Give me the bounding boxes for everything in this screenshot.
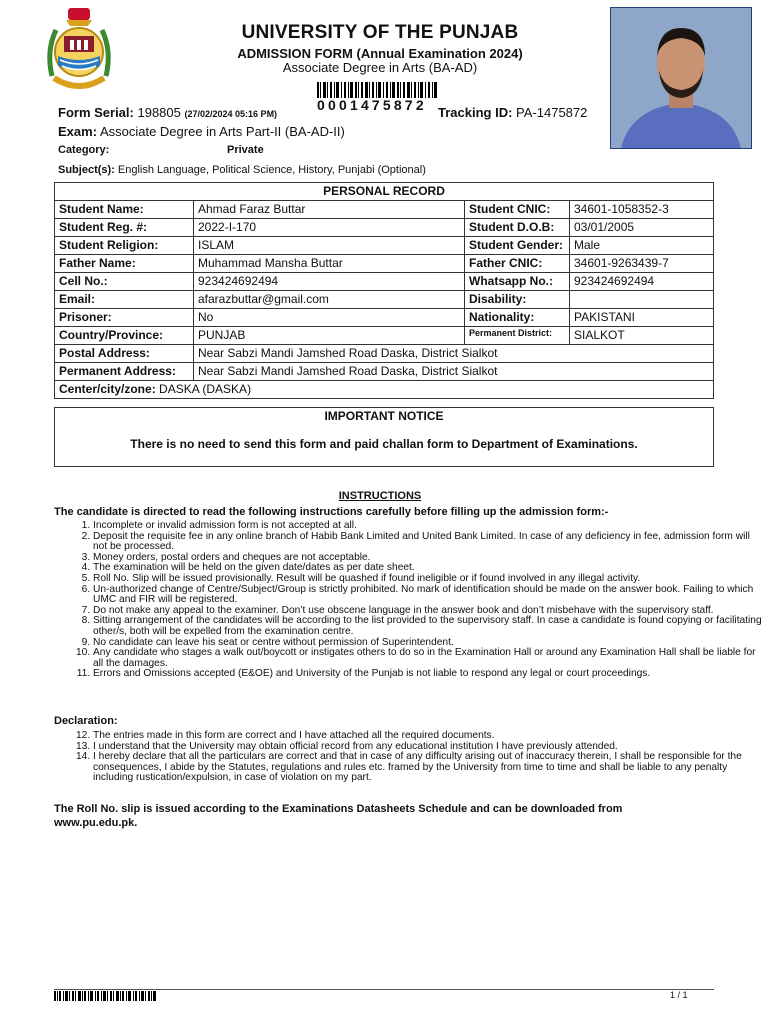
student-dob-label: Student D.O.B: <box>465 219 570 237</box>
list-item: 2. Deposit the requisite fee in any online branch of Habib Bank Limited and United Bank Limited. In case of any deficiency in fee, admission form will not be processed. <box>93 532 765 553</box>
permanent-district-label: Permanent District: <box>465 327 570 345</box>
tracking-id <box>438 105 587 120</box>
list-item: 9. No candidate can leave his seat or centre without permission of Superintendent. <box>93 638 765 649</box>
center-zone <box>55 381 714 399</box>
list-item: 6. Un-authorized change of Centre/Subject/Group is strictly prohibited. No mark of identification should be made on the answer book. Failing to which UMC and FIR will be registered. <box>93 585 765 606</box>
form-serial-date: (27/02/2024 05:16 PM) <box>184 109 278 119</box>
student-dob-value: 03/01/2005 <box>570 219 714 237</box>
exam-label: Exam: <box>58 124 98 139</box>
cell-no-value: 923424692494 <box>194 273 465 291</box>
father-cnic-label: Father CNIC: <box>465 255 570 273</box>
nationality-label: Nationality: <box>465 309 570 327</box>
notice-text: There is no need to send this form and paid challan form to Department of Examinations. <box>130 437 638 451</box>
list-item: 8. Sitting arrangement of the candidates will be according to the list provided to the supervisory staff. In case a candidate is found copying or facilitating other/s, both will be expelled from the examination centre. <box>93 616 765 637</box>
student-reg-value: 2022-I-170 <box>194 219 465 237</box>
subjects-value: English Language, Political Science, History, Punjabi (Optional) <box>117 164 426 176</box>
list-item: 12. The entries made in this form are correct and I have attached all the required documents. <box>93 731 765 742</box>
list-item: 11. Errors and Omissions accepted (E&OE) and University of the Punjab is not liable to respond any legal or court proceedings. <box>93 669 765 680</box>
exam-line <box>58 124 345 139</box>
form-serial-value: 198805 <box>137 105 181 120</box>
instructions-list <box>55 521 765 680</box>
important-notice <box>54 407 714 467</box>
email-label: Email: <box>55 291 194 309</box>
nationality-value: PAKISTANI <box>570 309 714 327</box>
permanent-address-label: Permanent Address: <box>55 363 194 381</box>
student-cnic-label: Student CNIC: <box>465 201 570 219</box>
list-item: 4. The examination will be held on the given date/dates as per date sheet. <box>93 563 765 574</box>
prisoner-value: No <box>194 309 465 327</box>
form-serial <box>58 105 277 120</box>
list-item: 7. Do not make any appeal to the examiner. Don’t use obscene language in the answer book and don’t misbehave with the supervisory staff. <box>93 606 765 617</box>
student-gender-label: Student Gender: <box>465 237 570 255</box>
table-row <box>55 345 714 363</box>
list-item: 14. I hereby declare that all the particulars are correct and that in case of any difficulty arising out of inaccuracy therein, I shall be responsible for the consequences, I abide by the Statutes, regulations and rules etc. framed by the University from time to time and shall be liable to any penalty including rustication/expulsion, in case of violation on my part. <box>93 752 765 784</box>
father-name-value: Muhammad Mansha Buttar <box>194 255 465 273</box>
prisoner-label: Prisoner: <box>55 309 194 327</box>
personal-record-table <box>54 182 714 399</box>
barcode-icon <box>317 82 437 98</box>
list-item: 3. Money orders, postal orders and cheques are not acceptable. <box>93 553 765 564</box>
form-serial-label: Form Serial: <box>58 105 134 120</box>
disability-label: Disability: <box>465 291 570 309</box>
table-row <box>55 381 714 399</box>
barcode-number: 0001475872 <box>317 97 427 113</box>
permanent-district-value: SIALKOT <box>570 327 714 345</box>
declaration-title: Declaration: <box>54 715 118 727</box>
student-photo <box>610 7 752 149</box>
student-gender-value: Male <box>570 237 714 255</box>
rollno-note: The Roll No. slip is issued according to the Examinations Datasheets Schedule and can be downloaded from www.pu.edu.pk. <box>54 803 623 829</box>
category-value: Private <box>227 144 264 156</box>
footer-divider <box>54 989 714 990</box>
university-logo-icon <box>42 6 116 96</box>
notice-title: IMPORTANT NOTICE <box>324 409 444 423</box>
father-cnic-value: 34601-9263439-7 <box>570 255 714 273</box>
student-reg-label: Student Reg. #: <box>55 219 194 237</box>
footer-barcode-icon <box>54 991 156 1001</box>
student-name-value: Ahmad Faraz Buttar <box>194 201 465 219</box>
postal-address-label: Postal Address: <box>55 345 194 363</box>
cell-no-label: Cell No.: <box>55 273 194 291</box>
whatsapp-value: 923424692494 <box>570 273 714 291</box>
table-row <box>55 201 714 219</box>
table-row <box>55 363 714 381</box>
country-province-value: PUNJAB <box>194 327 465 345</box>
student-religion-value: ISLAM <box>194 237 465 255</box>
disability-value <box>570 291 714 309</box>
father-name-label: Father Name: <box>55 255 194 273</box>
permanent-address-value: Near Sabzi Mandi Jamshed Road Daska, District Sialkot <box>194 363 714 381</box>
table-row <box>55 219 714 237</box>
list-item: 5. Roll No. Slip will be issued provisionally. Result will be quashed if found ineligible or if found involved in any illegal activity. <box>93 574 765 585</box>
instructions-subtitle: The candidate is directed to read the following instructions carefully before filling up the admission form:- <box>54 506 609 518</box>
whatsapp-label: Whatsapp No.: <box>465 273 570 291</box>
table-row <box>55 255 714 273</box>
table-row <box>55 291 714 309</box>
postal-address-value: Near Sabzi Mandi Jamshed Road Daska, District Sialkot <box>194 345 714 363</box>
exam-value: Associate Degree in Arts Part-II (BA-AD-II) <box>99 124 345 139</box>
personal-record-heading: PERSONAL RECORD <box>55 183 714 201</box>
page-number: 1 / 1 <box>670 990 688 1000</box>
tracking-id-value: PA-1475872 <box>516 105 588 120</box>
subjects-line <box>58 164 426 176</box>
table-row <box>55 327 714 345</box>
tracking-id-label: Tracking ID: <box>438 105 513 120</box>
center-zone-label: Center/city/zone: <box>59 382 156 396</box>
center-zone-value: DASKA (DASKA) <box>159 382 252 396</box>
student-name-label: Student Name: <box>55 201 194 219</box>
subjects-label: Subject(s): <box>58 164 115 176</box>
category-label: Category: <box>58 144 110 156</box>
student-photo-icon <box>611 8 751 148</box>
degree-title: Associate Degree in Arts (BA-AD) <box>282 60 478 75</box>
declaration-list <box>55 731 765 784</box>
list-item: 1. Incomplete or invalid admission form is not accepted at all. <box>93 521 765 532</box>
table-row <box>55 237 714 255</box>
student-cnic-value: 34601-1058352-3 <box>570 201 714 219</box>
table-row <box>55 309 714 327</box>
instructions-title: INSTRUCTIONS <box>338 490 422 502</box>
university-title: UNIVERSITY OF THE PUNJAB <box>241 22 519 43</box>
country-province-label: Country/Province: <box>55 327 194 345</box>
list-item: 10. Any candidate who stages a walk out/boycott or instigates others to do so in the Examination Hall or around any Examination Hall shall be liable for all the damages. <box>93 648 765 669</box>
form-title: ADMISSION FORM (Annual Examination 2024) <box>237 46 523 61</box>
student-religion-label: Student Religion: <box>55 237 194 255</box>
table-row <box>55 273 714 291</box>
email-value: afarazbuttar@gmail.com <box>194 291 465 309</box>
list-item: 13. I understand that the University may obtain official record from any educational institution I have previously attended. <box>93 742 765 753</box>
